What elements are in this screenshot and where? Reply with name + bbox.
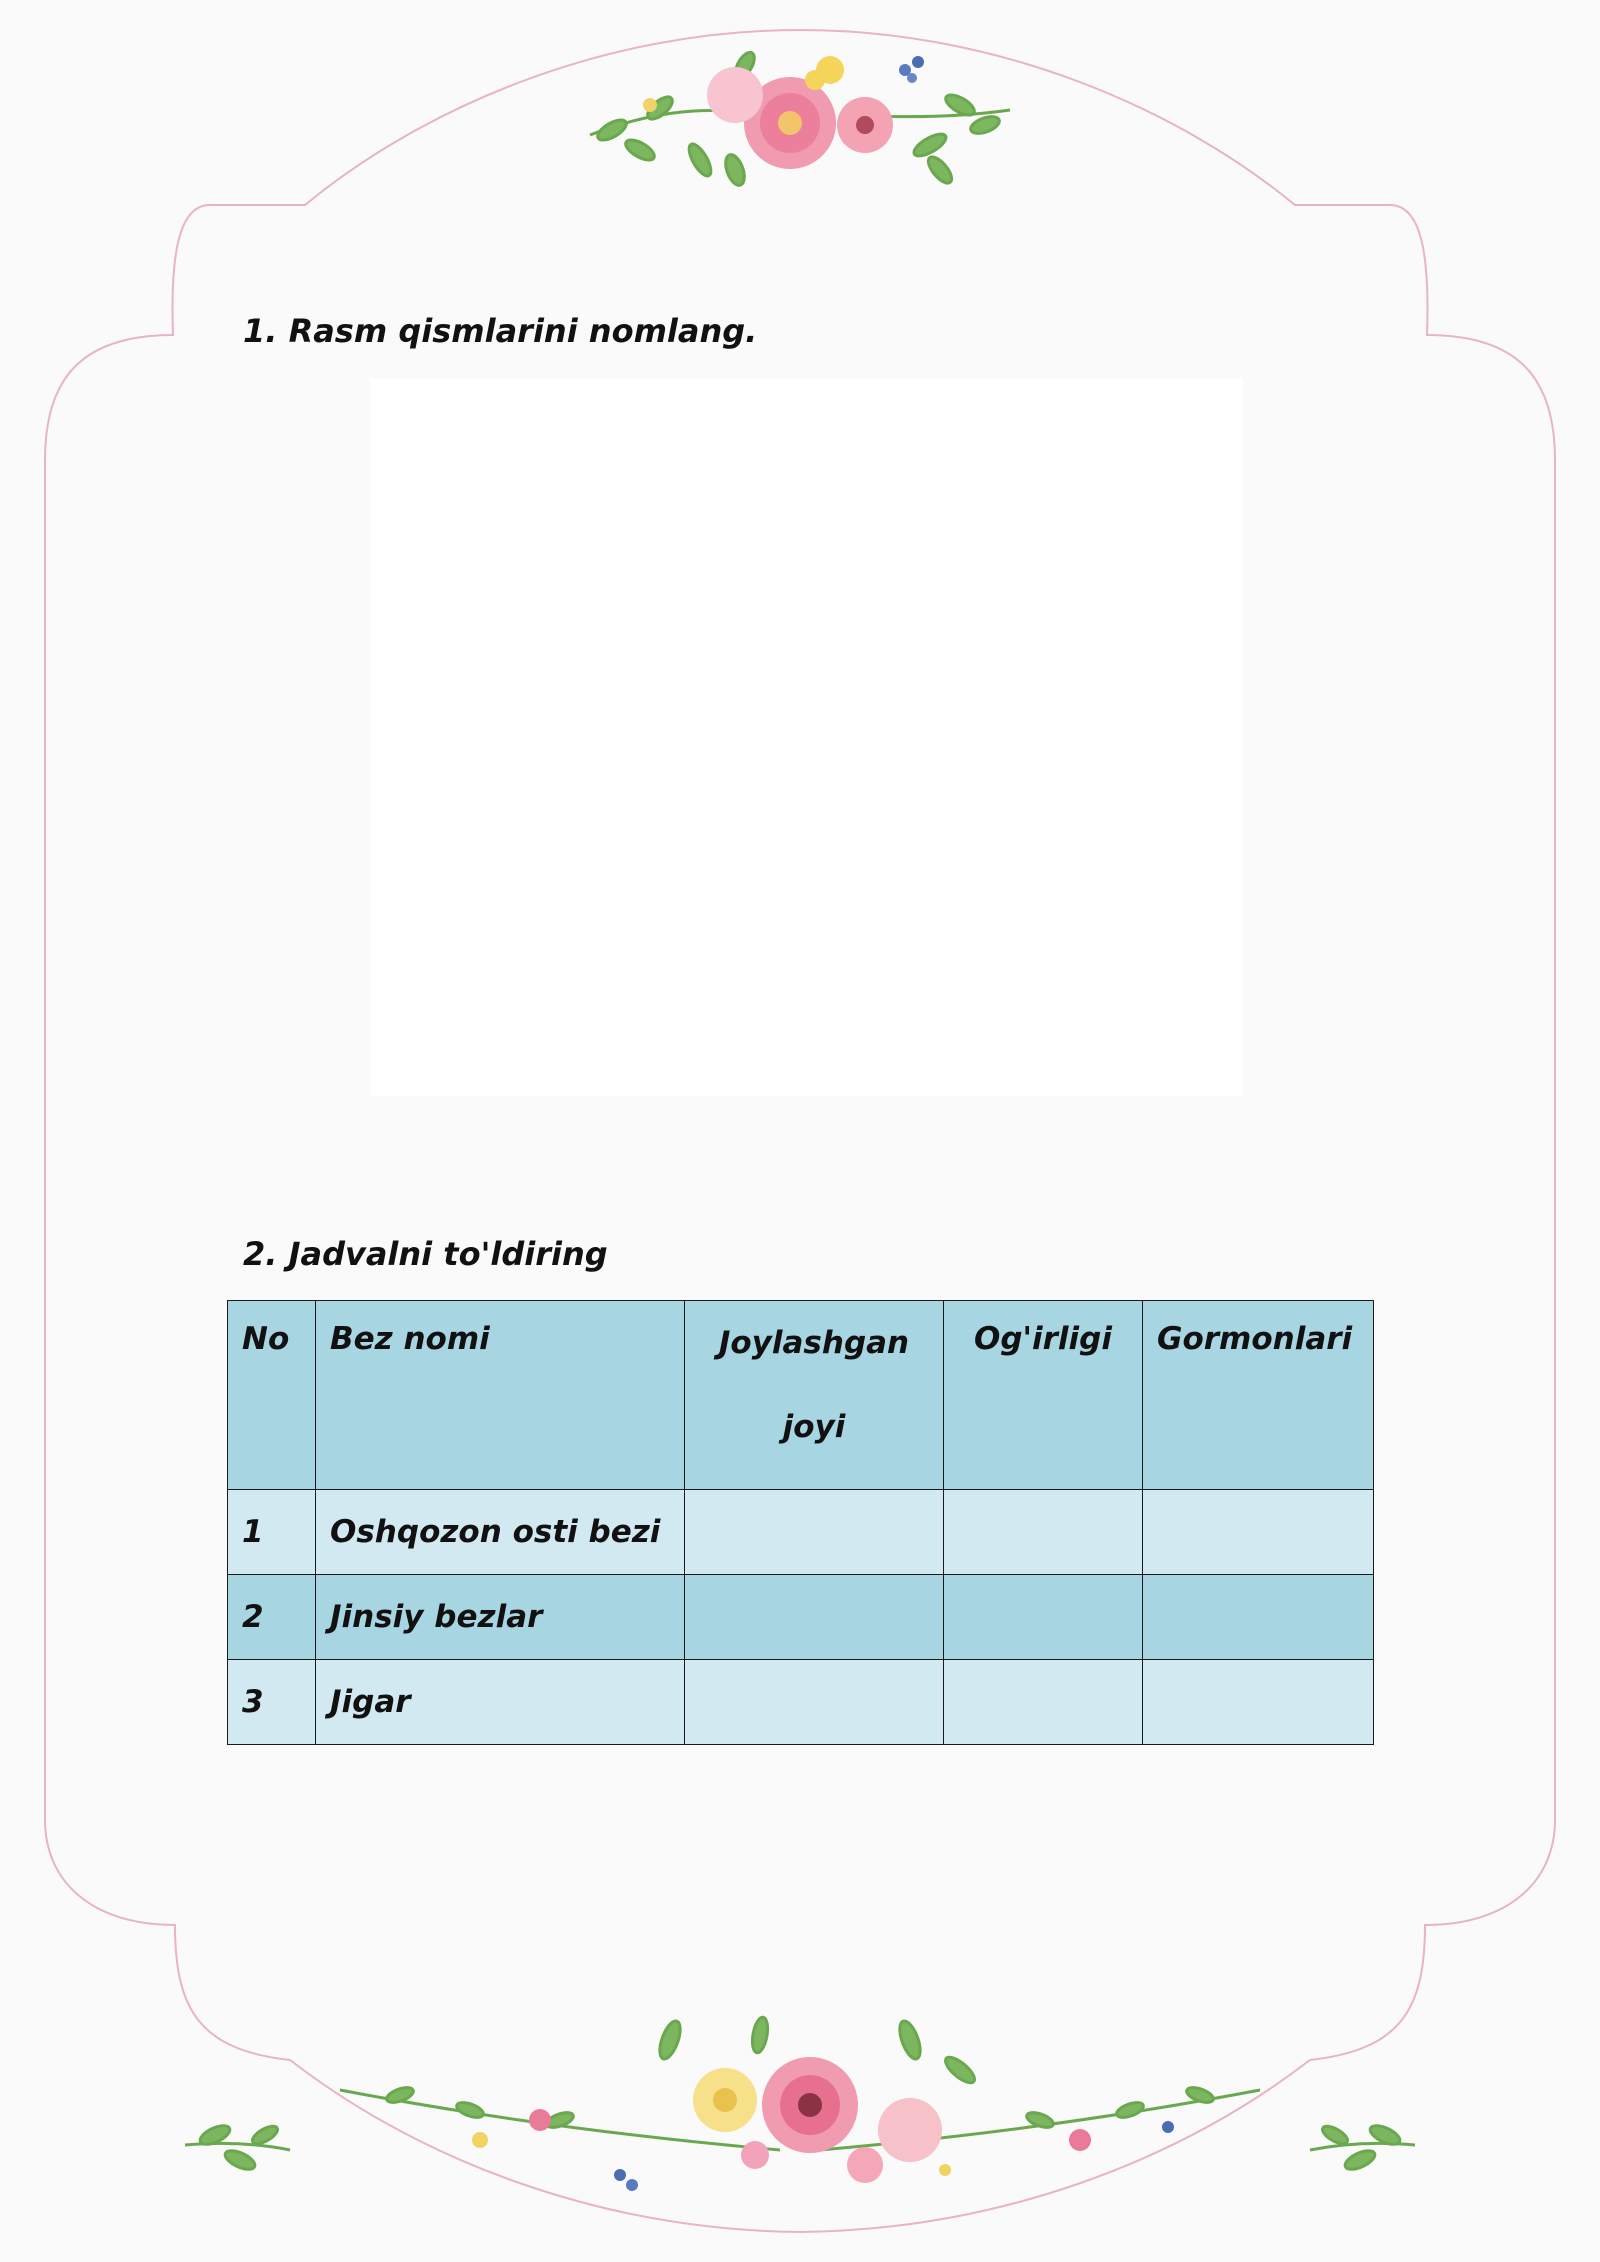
cell-weight[interactable] (944, 1575, 1143, 1660)
table-row (228, 1490, 1374, 1575)
header-gland-name: Bez nomi (316, 1301, 685, 1490)
cell-weight[interactable] (944, 1490, 1143, 1575)
header-location (685, 1301, 944, 1490)
cell-hormones[interactable] (1143, 1660, 1374, 1745)
cell-hormones[interactable] (1143, 1575, 1374, 1660)
table-header-row (228, 1301, 1374, 1490)
cell-location[interactable] (685, 1490, 944, 1575)
cell-no: 2 (228, 1575, 316, 1660)
question-1-heading: 1. Rasm qismlarini nomlang. (243, 312, 758, 350)
cell-gland-name: Jigar (316, 1660, 685, 1745)
cell-gland-name: Jinsiy bezlar (316, 1575, 685, 1660)
question-2-heading: 2. Jadvalni to'ldiring (243, 1235, 608, 1273)
table-row (228, 1575, 1374, 1660)
cell-no: 3 (228, 1660, 316, 1745)
cell-location[interactable] (685, 1575, 944, 1660)
header-location-text: Joylashgan joyi (718, 1325, 910, 1445)
gland-table (227, 1300, 1374, 1745)
table-row (228, 1660, 1374, 1745)
header-hormones: Gormonlari (1143, 1301, 1374, 1490)
cell-weight[interactable] (944, 1660, 1143, 1745)
header-no: No (228, 1301, 316, 1490)
cell-no: 1 (228, 1490, 316, 1575)
header-weight: Og'irligi (944, 1301, 1143, 1490)
cell-gland-name: Oshqozon osti bezi (316, 1490, 685, 1575)
bottom-roses (472, 2057, 1174, 2191)
cell-hormones[interactable] (1143, 1490, 1374, 1575)
blank-image-area (370, 378, 1243, 1096)
cell-location[interactable] (685, 1660, 944, 1745)
